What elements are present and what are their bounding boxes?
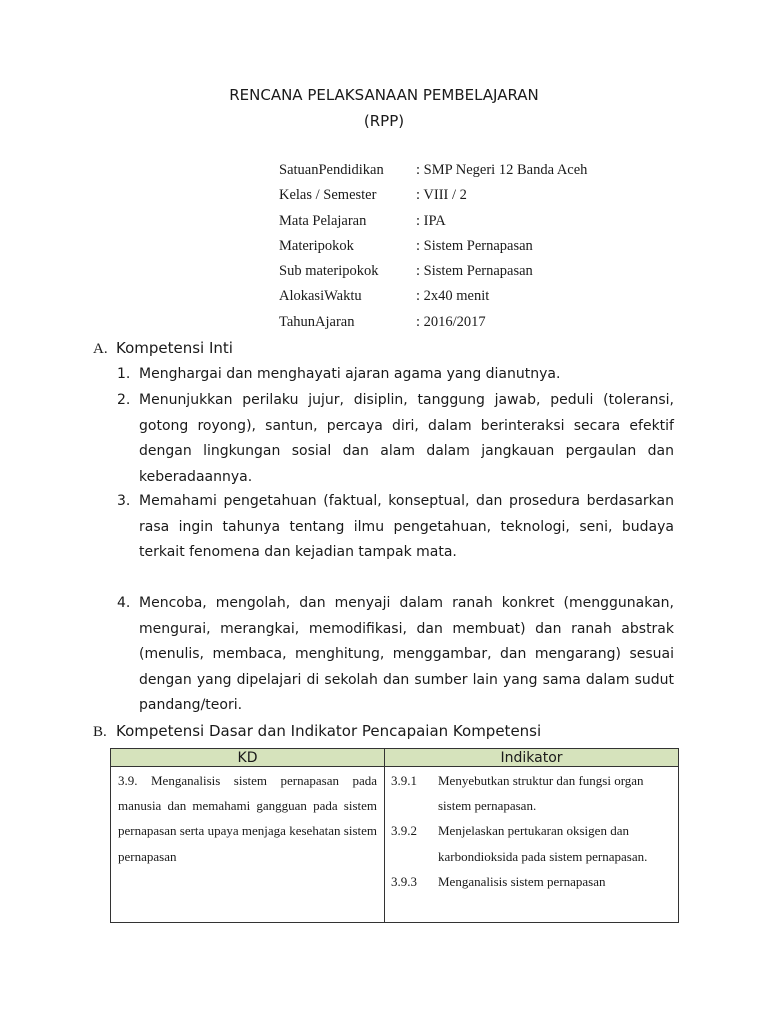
document-title: RENCANA PELAKSANAAN PEMBELAJARAN <box>229 86 539 104</box>
indicator-item <box>391 768 671 818</box>
identity-label: AlokasiWaktu <box>279 288 362 305</box>
section-a-heading <box>93 339 233 358</box>
list-text: Menunjukkan perilaku jujur, disiplin, tanggung jawab, peduli (toleransi, gotong royong), santun, percaya diri, dalam berinteraksi secara efektif dengan lingkungan sosial dan alam dalam jangkauan pergaulan dan keberadaannya. <box>139 392 674 485</box>
indicator-column-header: Indikator <box>385 749 679 767</box>
identity-label: Mata Pelajaran <box>279 212 367 229</box>
identity-value: : VIII / 2 <box>416 187 467 204</box>
section-title: Kompetensi Inti <box>116 339 233 357</box>
indicator-text: Menjelaskan pertukaran oksigen dan karbondioksida pada sistem pernapasan. <box>438 823 648 864</box>
indicator-text: Menyebutkan struktur dan fungsi organ sistem pernapasan. <box>438 773 644 814</box>
table-header-row <box>111 749 679 767</box>
kd-text: 3.9. Menganalisis sistem pernapasan pada manusia dan memahami gangguan pada sistem pernapasan serta upaya menjaga kesehatan sistem pernapasan <box>118 773 377 864</box>
indicator-cell <box>385 767 679 923</box>
identity-value: : 2016/2017 <box>416 313 486 330</box>
competency-table <box>110 748 679 923</box>
list-number: 2. <box>117 392 131 408</box>
identity-value: : 2x40 menit <box>416 288 490 305</box>
kd-column-header: KD <box>111 749 385 767</box>
indicator-code: 3.9.2 <box>391 823 417 839</box>
document-subtitle: (RPP) <box>363 112 405 130</box>
list-number: 4. <box>117 595 131 611</box>
identity-label: Sub materipokok <box>279 263 379 280</box>
table-row <box>111 767 679 923</box>
kd-cell <box>111 767 385 923</box>
section-title: Kompetensi Dasar dan Indikator Pencapaian Kompetensi <box>116 722 542 740</box>
list-number: 3. <box>117 493 131 509</box>
list-item <box>117 388 674 490</box>
identity-value: : SMP Negeri 12 Banda Aceh <box>416 162 588 178</box>
list-item <box>117 489 674 566</box>
section-letter: A. <box>93 341 108 357</box>
list-text: Menghargai dan menghayati ajaran agama yang dianutnya. <box>139 366 561 382</box>
section-letter: B. <box>93 724 107 740</box>
identity-label: Kelas / Semester <box>279 187 377 204</box>
list-number: 1. <box>117 366 131 382</box>
list-text: Memahami pengetahuan (faktual, konseptual, dan prosedura berdasarkan rasa ingin tahunya tentang ilmu pengetahuan, teknologi, seni, budaya terkait fenomena dan kejadian tampak mata. <box>139 493 674 560</box>
section-b-heading <box>93 722 541 741</box>
indicator-code: 3.9.1 <box>391 773 417 788</box>
identity-value: : IPA <box>416 212 446 229</box>
indicator-code: 3.9.3 <box>391 873 417 889</box>
list-item <box>117 362 674 388</box>
identity-label: TahunAjaran <box>279 313 355 330</box>
identity-label: Materipokok <box>279 237 354 254</box>
identity-label: SatuanPendidikan <box>279 162 384 178</box>
list-item <box>117 591 674 719</box>
list-text: Mencoba, mengolah, dan menyaji dalam ranah konkret (menggunakan, mengurai, merangkai, memodifikasi, dan membuat) dan ranah abstrak (menulis, membaca, menghitung, menggambar, dan mengarang) sesuai dengan yang dipelajari di sekolah dan sumber lain yang sama dalam sudut pandang/teori. <box>139 595 674 713</box>
identity-value: : Sistem Pernapasan <box>416 263 533 280</box>
indicator-text: Menganalisis sistem pernapasan <box>438 873 606 889</box>
indicator-item <box>391 869 671 894</box>
identity-value: : Sistem Pernapasan <box>416 237 533 254</box>
indicator-item <box>391 818 671 868</box>
